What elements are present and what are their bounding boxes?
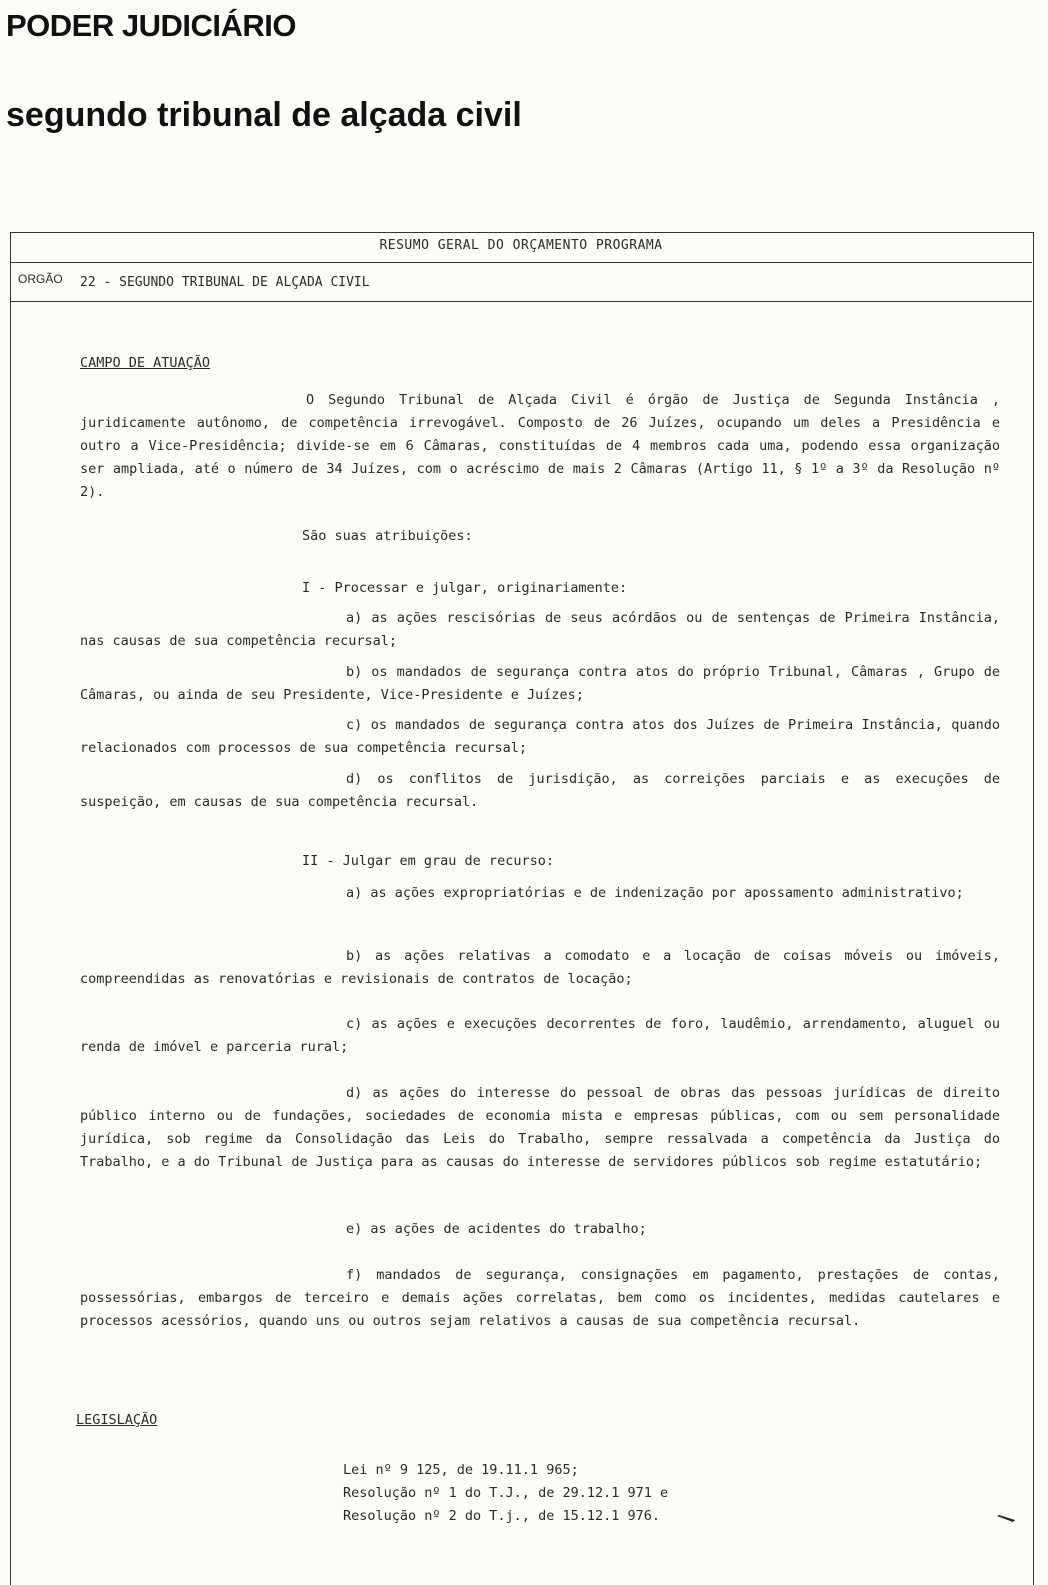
- campo-heading: CAMPO DE ATUAÇÃO: [80, 355, 211, 371]
- campo-intro: O Segundo Tribunal de Alçada Civil é órgão de Justiça de Segunda Instância , juridicamente autônomo, de competência irrevogável. Composto de 26 Juízes, ocupando um deles a Presidência e outro a Vice-Presidência; divide-se em 6 Câmaras, constituídas de 4 membros cada uma, podendo essa organização ser ampliada, até o número de 34 Juízes, com o acréscimo de mais 2 Câmaras (Artigo 11, § 1º a 3º da Resolução nº 2).: [80, 392, 1000, 500]
- item-i-d: d) os conflitos de jurisdição, as correições parciais e as execuções de suspeição, em causas de sua competência recursal.: [80, 771, 1000, 810]
- table-title-row: [10, 232, 1032, 263]
- item-ii: II - Julgar em grau de recurso:: [302, 853, 554, 869]
- item-i: I - Processar e julgar, originariamente:: [302, 580, 628, 596]
- item-ii-d: d) as ações do interesse do pessoal de obras das pessoas jurídicas de direito público interno ou de fundações, sociedades de economia mista e empresas públicas, com ou sem personalidade jurídica, sob regime da Consolidação das Leis do Trabalho, sempre ressalvada a competência da Justiça do Trabalho, e a do Tribunal de Justiça para as causas do interesse de servidores públicos sob regime estatutário;: [80, 1085, 1000, 1170]
- item-i-c: c) os mandados de segurança contra atos dos Juízes de Primeira Instância, quando relacionados com processos de sua competência recursal;: [80, 717, 1000, 756]
- legislacao-heading: LEGISLAÇÃO: [76, 1412, 158, 1428]
- table-title: RESUMO GERAL DO ORÇAMENTO PROGRAMA: [379, 238, 663, 253]
- header-title: PODER JUDICIÁRIO: [6, 8, 296, 43]
- legislacao-item: Lei nº 9 125, de 19.11.1 965;: [343, 1462, 579, 1478]
- item-ii-a: a) as ações expropriatórias e de indenização por apossamento administrativo;: [346, 885, 964, 901]
- item-ii-e: e) as ações de acidentes do trabalho;: [346, 1221, 647, 1237]
- orgao-row: [10, 263, 1032, 302]
- item-ii-b: b) as ações relativas a comodato e a locação de coisas móveis ou imóveis, compreendidas as renovatórias e revisionais de contratos de locação;: [80, 948, 1000, 987]
- legislacao-item: Resolução nº 1 do T.J., de 29.12.1 971 e: [343, 1485, 669, 1501]
- orgao-text: 22 - SEGUNDO TRIBUNAL DE ALÇADA CIVIL: [80, 275, 370, 290]
- pen-mark-icon: [996, 1514, 1016, 1524]
- orgao-label: ORGÃO: [18, 272, 63, 286]
- item-i-a: a) as ações rescisórias de seus acórdãos ou de sentenças de Primeira Instância, nas causas de sua competência recursal;: [80, 610, 1000, 649]
- header-subtitle: segundo tribunal de alçada civil: [6, 96, 522, 134]
- item-ii-c: c) as ações e execuções decorrentes de foro, laudêmio, arrendamento, aluguel ou renda de imóvel e parceria rural;: [80, 1016, 1000, 1055]
- item-i-b: b) os mandados de segurança contra atos do próprio Tribunal, Câmaras , Grupo de Câmaras, ou ainda de seu Presidente, Vice-Presidente e Juízes;: [80, 664, 1000, 703]
- atribuicoes-text: São suas atribuições:: [302, 528, 473, 544]
- legislacao-item: Resolução nº 2 do T.j., de 15.12.1 976.: [343, 1508, 660, 1524]
- item-ii-f: f) mandados de segurança, consignações em pagamento, prestações de contas, possessórias, embargos de terceiro e demais ações correlatas, bem como os incidentes, medidas cautelares e processos acessórios, quando uns ou outros sejam relativos a causas de sua competência recursal.: [80, 1267, 1000, 1329]
